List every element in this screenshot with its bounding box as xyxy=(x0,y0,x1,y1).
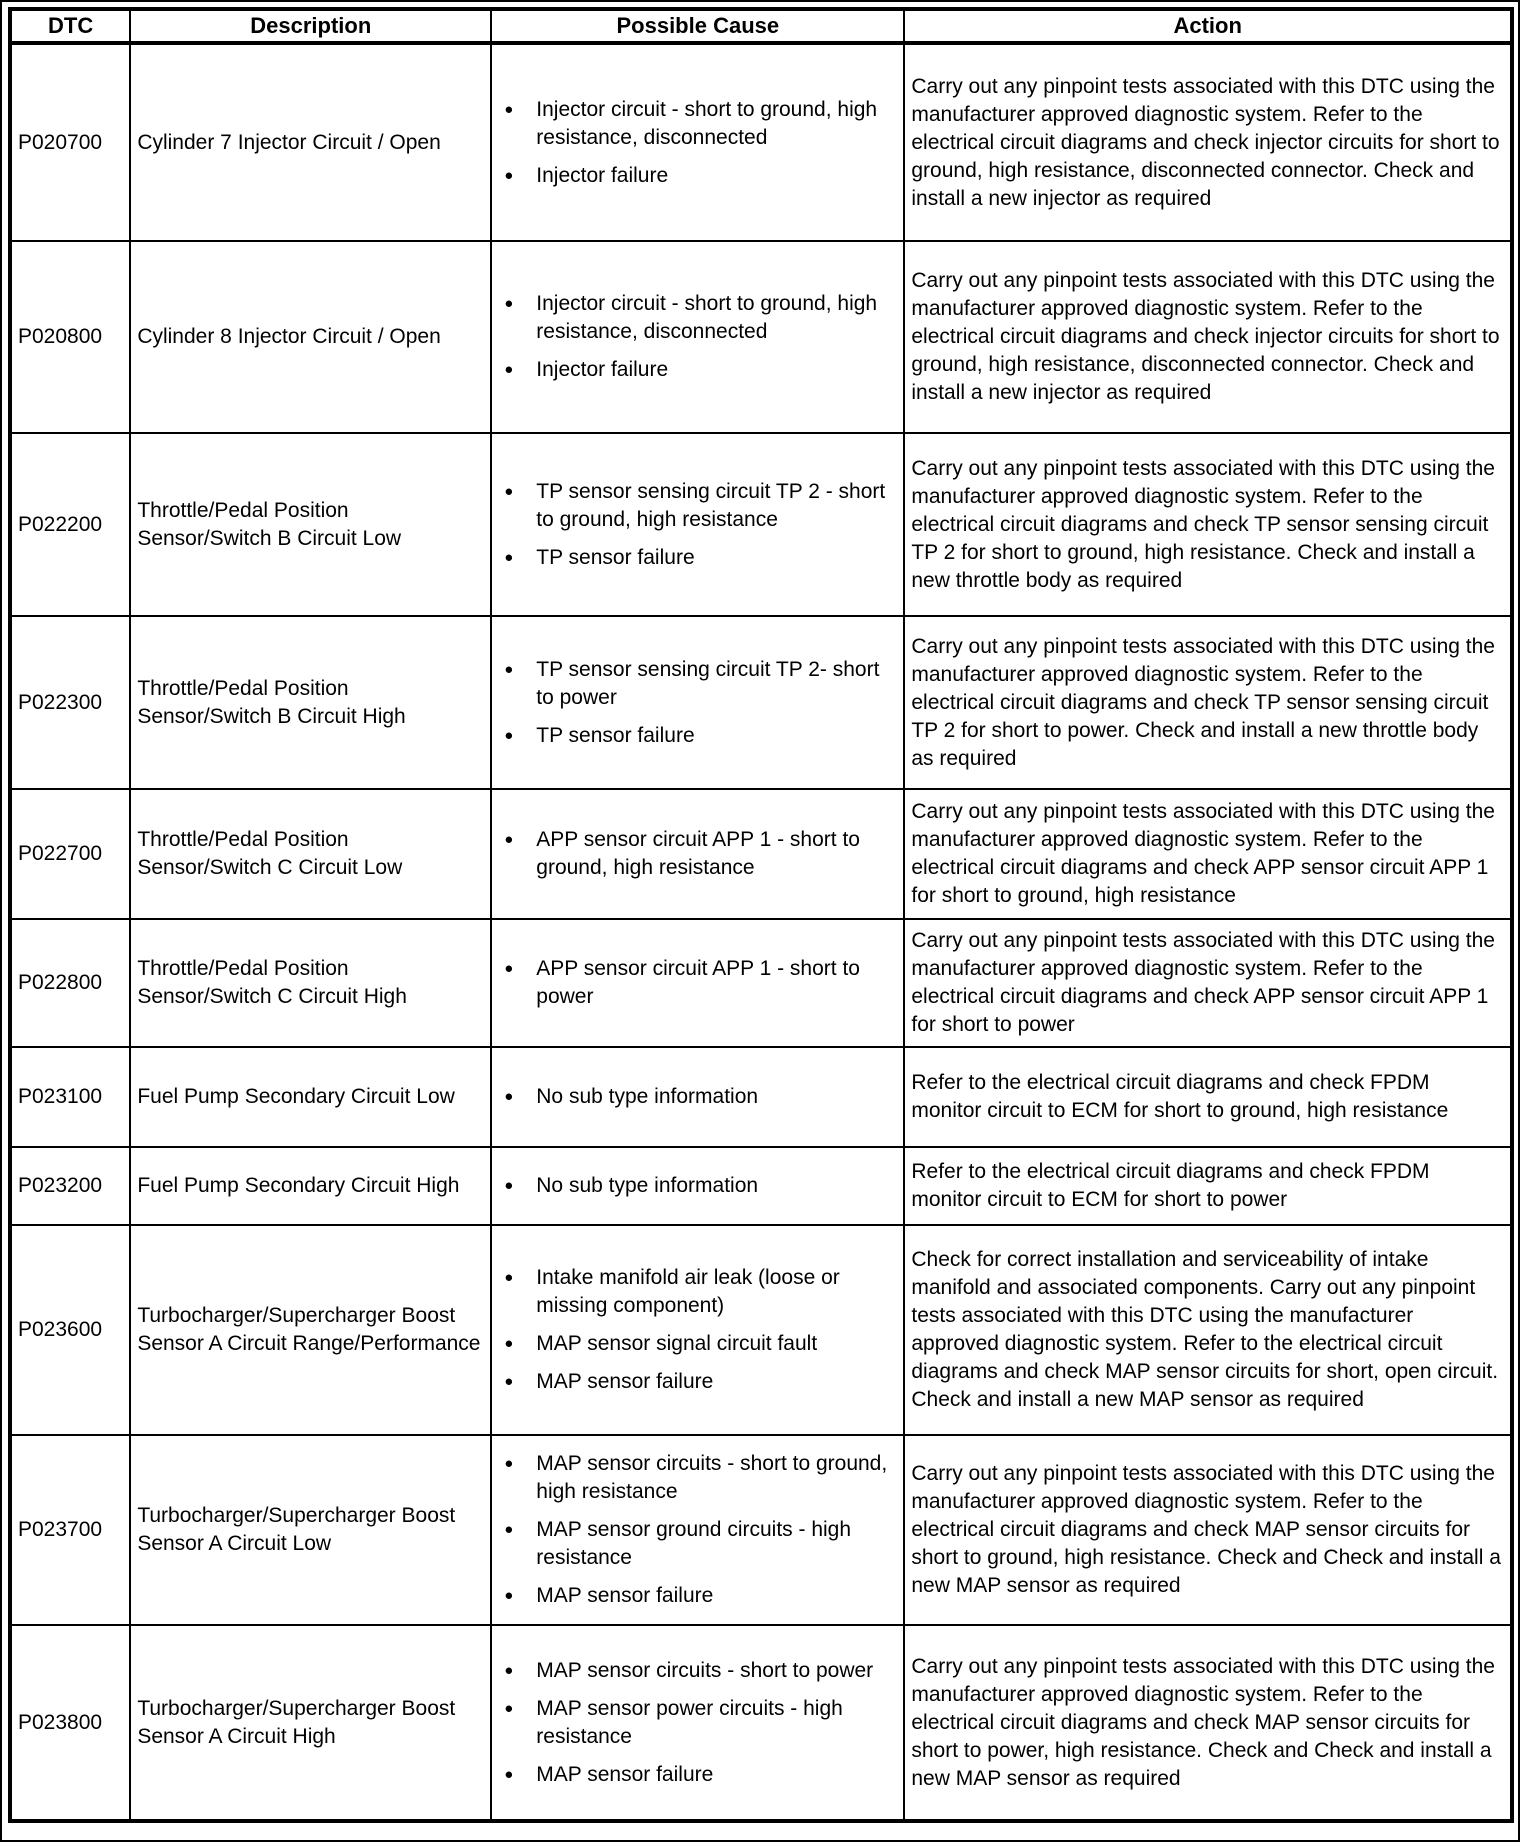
cause-item xyxy=(498,722,897,750)
cause-list xyxy=(498,955,897,1011)
cause-item xyxy=(498,656,897,712)
bullet-icon: ● xyxy=(504,361,514,378)
table-row xyxy=(10,433,1512,616)
cause-text: TP sensor sensing circuit TP 2 - short to ground, high resistance xyxy=(536,479,886,531)
dtc-description: Turbocharger/Supercharger Boost Sensor A Circuit Range/Performance xyxy=(130,1225,491,1435)
table-row xyxy=(10,1435,1512,1625)
action-text: Carry out any pinpoint tests associated with this DTC using the manufacturer approved diagnostic system. Refer to the electrical circuit diagrams and check MAP sensor circuits for short to ground, high resistance. Check and Check and install a new MAP sensor as required xyxy=(904,1435,1512,1625)
cause-text: Injector failure xyxy=(536,163,669,187)
action-text: Carry out any pinpoint tests associated with this DTC using the manufacturer approved diagnostic system. Refer to the electrical circuit diagrams and check APP sensor circuit APP 1 for short to ground, high resistance xyxy=(904,789,1512,919)
cause-item xyxy=(498,1172,897,1200)
table-row xyxy=(10,1047,1512,1147)
cause-text: TP sensor sensing circuit TP 2- short to power xyxy=(536,657,880,709)
cause-item xyxy=(498,1330,897,1358)
cause-text: Injector circuit - short to ground, high resistance, disconnected xyxy=(536,97,878,149)
action-text: Check for correct installation and serviceability of intake manifold and associated components. Carry out any pinpoint tests associated with this DTC using the manufacturer approved diagnostic system. Refer to the electrical circuit diagrams and check MAP sensor circuits for short, open circuit. Check and install a new MAP sensor as required xyxy=(904,1225,1512,1435)
cause-item xyxy=(498,356,897,384)
column-header-possible-cause: Possible Cause xyxy=(491,9,904,43)
cause-text: Intake manifold air leak (loose or missing component) xyxy=(536,1266,840,1317)
cause-text: Injector circuit - short to ground, high resistance, disconnected xyxy=(536,292,878,343)
cause-text: TP sensor failure xyxy=(536,545,695,569)
bullet-icon: ● xyxy=(504,831,514,848)
table-row xyxy=(10,789,1512,919)
possible-cause-cell xyxy=(491,433,904,616)
dtc-description: Throttle/Pedal Position Sensor/Switch C Circuit High xyxy=(130,919,491,1047)
cause-text: No sub type information xyxy=(536,1174,759,1197)
cause-text: MAP sensor circuits - short to ground, high resistance xyxy=(536,1452,888,1503)
possible-cause-cell xyxy=(491,789,904,919)
cause-item xyxy=(498,478,897,534)
cause-item xyxy=(498,1761,897,1789)
dtc-code: P022200 xyxy=(10,433,130,616)
possible-cause-cell xyxy=(491,1225,904,1435)
column-header-dtc: DTC xyxy=(10,9,130,43)
cause-text: MAP sensor power circuits - high resistance xyxy=(536,1696,843,1748)
dtc-code: P023100 xyxy=(10,1047,130,1147)
table-row xyxy=(10,1147,1512,1225)
action-text: Carry out any pinpoint tests associated with this DTC using the manufacturer approved diagnostic system. Refer to the electrical circuit diagrams and check injector circuits for short to ground, high resistance, disconnected connector. Check and install a new injector as required xyxy=(904,241,1512,433)
cause-item xyxy=(498,1083,897,1111)
column-header-action: Action xyxy=(904,9,1512,43)
table-row xyxy=(10,241,1512,433)
bullet-icon: ● xyxy=(504,1521,514,1538)
cause-item xyxy=(498,1695,897,1751)
table-row xyxy=(10,1225,1512,1435)
dtc-code: P022300 xyxy=(10,616,130,789)
cause-list xyxy=(498,1172,897,1200)
possible-cause-cell xyxy=(491,1435,904,1625)
cause-text: MAP sensor failure xyxy=(536,1370,714,1393)
dtc-description: Turbocharger/Supercharger Boost Sensor A Circuit High xyxy=(130,1625,491,1821)
table-header-row xyxy=(10,9,1512,43)
bullet-icon: ● xyxy=(504,1088,514,1105)
cause-item xyxy=(498,162,897,190)
dtc-code: P022800 xyxy=(10,919,130,1047)
cause-text: MAP sensor ground circuits - high resistance xyxy=(536,1518,852,1569)
action-text: Carry out any pinpoint tests associated with this DTC using the manufacturer approved diagnostic system. Refer to the electrical circuit diagrams and check MAP sensor circuits for short to power, high resistance. Check and Check and install a new MAP sensor as required xyxy=(904,1625,1512,1821)
bullet-icon: ● xyxy=(504,1765,514,1783)
possible-cause-cell xyxy=(491,241,904,433)
cause-text: No sub type information xyxy=(536,1085,759,1108)
bullet-icon: ● xyxy=(504,1699,514,1717)
cause-text: TP sensor failure xyxy=(536,723,695,747)
cause-list xyxy=(498,1450,897,1610)
dtc-code: P023700 xyxy=(10,1435,130,1625)
cause-text: MAP sensor signal circuit fault xyxy=(536,1332,818,1355)
possible-cause-cell xyxy=(491,616,904,789)
cause-item xyxy=(498,1368,897,1396)
bullet-icon: ● xyxy=(504,1587,514,1604)
dtc-code: P022700 xyxy=(10,789,130,919)
cause-list xyxy=(498,1657,897,1789)
action-text: Refer to the electrical circuit diagrams and check FPDM monitor circuit to ECM for short to power xyxy=(904,1147,1512,1225)
cause-text: MAP sensor failure xyxy=(536,1584,714,1607)
bullet-icon: ● xyxy=(504,1269,514,1286)
dtc-description: Throttle/Pedal Position Sensor/Switch C Circuit Low xyxy=(130,789,491,919)
cause-item xyxy=(498,1657,897,1685)
bullet-icon: ● xyxy=(504,1335,514,1352)
dtc-table xyxy=(8,7,1514,1823)
cause-item xyxy=(498,96,897,152)
dtc-description: Turbocharger/Supercharger Boost Sensor A Circuit Low xyxy=(130,1435,491,1625)
action-text: Carry out any pinpoint tests associated with this DTC using the manufacturer approved diagnostic system. Refer to the electrical circuit diagrams and check APP sensor circuit APP 1 for short to power xyxy=(904,919,1512,1047)
table-row xyxy=(10,43,1512,241)
cause-item xyxy=(498,1450,897,1506)
dtc-description: Throttle/Pedal Position Sensor/Switch B Circuit High xyxy=(130,616,491,789)
cause-item xyxy=(498,826,897,882)
possible-cause-cell xyxy=(491,1625,904,1821)
column-header-description: Description xyxy=(130,9,491,43)
dtc-code: P020700 xyxy=(10,43,130,241)
table-row xyxy=(10,616,1512,789)
dtc-description: Throttle/Pedal Position Sensor/Switch B Circuit Low xyxy=(130,433,491,616)
cause-list xyxy=(498,478,897,572)
cause-list xyxy=(498,1083,897,1111)
bullet-icon: ● xyxy=(504,166,514,184)
bullet-icon: ● xyxy=(504,1373,514,1390)
bullet-icon: ● xyxy=(504,295,514,312)
bullet-icon: ● xyxy=(504,1455,514,1472)
cause-text: Injector failure xyxy=(536,358,669,381)
bullet-icon: ● xyxy=(504,1661,514,1679)
cause-text: APP sensor circuit APP 1 - short to power xyxy=(536,957,860,1008)
dtc-description: Cylinder 8 Injector Circuit / Open xyxy=(130,241,491,433)
action-text: Refer to the electrical circuit diagrams and check FPDM monitor circuit to ECM for short to ground, high resistance xyxy=(904,1047,1512,1147)
cause-item xyxy=(498,1264,897,1320)
cause-item xyxy=(498,955,897,1011)
dtc-description: Fuel Pump Secondary Circuit Low xyxy=(130,1047,491,1147)
bullet-icon: ● xyxy=(504,482,514,500)
cause-item xyxy=(498,290,897,346)
action-text: Carry out any pinpoint tests associated with this DTC using the manufacturer approved diagnostic system. Refer to the electrical circuit diagrams and check TP sensor sensing circuit TP 2 for short to ground, high resistance. Check and install a new throttle body as required xyxy=(904,433,1512,616)
dtc-code: P023800 xyxy=(10,1625,130,1821)
cause-item xyxy=(498,544,897,572)
cause-list xyxy=(498,826,897,882)
possible-cause-cell xyxy=(491,1147,904,1225)
cause-text: MAP sensor circuits - short to power xyxy=(536,1658,874,1682)
cause-item xyxy=(498,1582,897,1610)
bullet-icon: ● xyxy=(504,660,514,678)
dtc-code: P023200 xyxy=(10,1147,130,1225)
possible-cause-cell xyxy=(491,1047,904,1147)
dtc-code: P020800 xyxy=(10,241,130,433)
bullet-icon: ● xyxy=(504,1177,514,1194)
cause-list xyxy=(498,290,897,384)
dtc-code: P023600 xyxy=(10,1225,130,1435)
action-text: Carry out any pinpoint tests associated with this DTC using the manufacturer approved diagnostic system. Refer to the electrical circuit diagrams and check TP sensor sensing circuit TP 2 for short to power. Check and install a new throttle body as required xyxy=(904,616,1512,789)
cause-item xyxy=(498,1516,897,1572)
possible-cause-cell xyxy=(491,919,904,1047)
possible-cause-cell xyxy=(491,43,904,241)
cause-text: APP sensor circuit APP 1 - short to ground, high resistance xyxy=(536,828,860,879)
table-row xyxy=(10,919,1512,1047)
dtc-description: Cylinder 7 Injector Circuit / Open xyxy=(130,43,491,241)
cause-list xyxy=(498,656,897,750)
bullet-icon: ● xyxy=(504,100,514,118)
cause-text: MAP sensor failure xyxy=(536,1762,714,1786)
action-text: Carry out any pinpoint tests associated with this DTC using the manufacturer approved diagnostic system. Refer to the electrical circuit diagrams and check injector circuits for short to ground, high resistance, disconnected connector. Check and install a new injector as required xyxy=(904,43,1512,241)
cause-list xyxy=(498,1264,897,1396)
dtc-description: Fuel Pump Secondary Circuit High xyxy=(130,1147,491,1225)
table-row xyxy=(10,1625,1512,1821)
bullet-icon: ● xyxy=(504,726,514,744)
cause-list xyxy=(498,96,897,190)
bullet-icon: ● xyxy=(504,960,514,977)
bullet-icon: ● xyxy=(504,548,514,566)
